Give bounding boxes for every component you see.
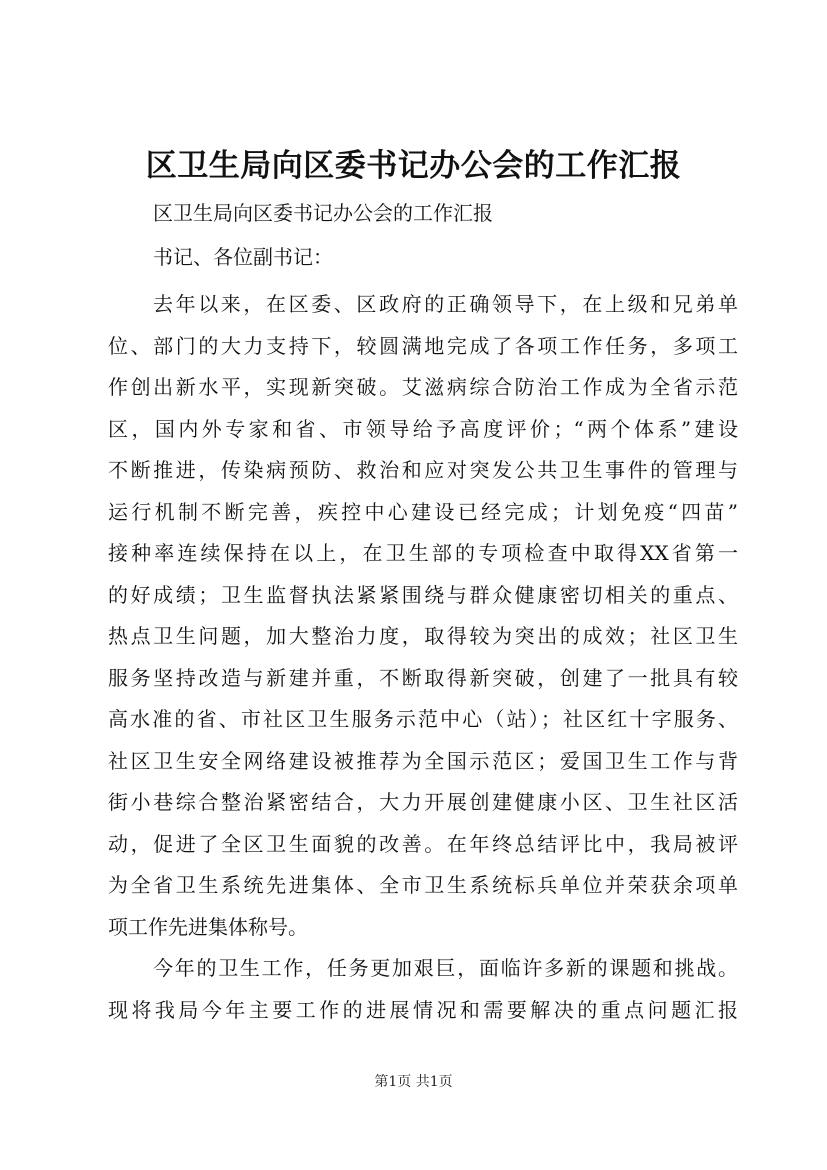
paragraph-line: 热点卫生问题，加大整治力度，取得较为突出的成效；社区卫生 <box>108 624 738 648</box>
document-title: 区卫生局向区委书记办公会的工作汇报 <box>145 148 682 184</box>
paragraph-line: 区，国内外专家和省、市领导给予高度评价；“两个体系”建设 <box>108 416 738 441</box>
salutation: 书记、各位副书记： <box>153 245 333 269</box>
paragraph-line: 接种率连续保持在以上，在卫生部的专项检查中取得XX省第一 <box>108 541 738 565</box>
paragraph-line: 街小巷综合整治紧密结合，大力开展创建健康小区、卫生社区活 <box>108 790 738 814</box>
paragraph-line: 今年的卫生工作，任务更加艰巨，面临许多新的课题和挑战。 <box>153 956 738 980</box>
paragraph-2 <box>108 948 738 1031</box>
paragraph-line: 社区卫生安全网络建设被推荐为全国示范区；爱国卫生工作与背 <box>108 748 738 773</box>
paragraph-line: 运行机制不断完善，疾控中心建设已经完成；计划免疫“四苗” <box>108 499 738 524</box>
paragraph-line: 高水准的省、市社区卫生服务示范中心（站）；社区红十字服务、 <box>108 707 738 731</box>
paragraph-line: 作创出新水平，实现新突破。艾滋病综合防治工作成为全省示范 <box>108 375 738 399</box>
page-number-footer: 第1页 共1页 <box>374 1074 453 1090</box>
paragraph-line: 的好成绩；卫生监督执法紧紧围绕与群众健康密切相关的重点、 <box>108 582 738 607</box>
paragraph-line: 位、部门的大力支持下，较圆满地完成了各项工作任务，多项工 <box>108 333 738 358</box>
paragraph-line: 动，促进了全区卫生面貌的改善。在年终总结评比中，我局被评 <box>108 831 738 856</box>
paragraph-line: 服务坚持改造与新建并重，不断取得新突破，创建了一批具有较 <box>108 665 738 690</box>
paragraph-line: 不断推进，传染病预防、救治和应对突发公共卫生事件的管理与 <box>108 458 738 482</box>
document-subtitle: 区卫生局向区委书记办公会的工作汇报 <box>153 201 493 225</box>
paragraph-1 <box>108 284 738 948</box>
paragraph-line: 去年以来，在区委、区政府的正确领导下，在上级和兄弟单 <box>153 292 738 316</box>
paragraph-line: 现将我局今年主要工作的进展情况和需要解决的重点问题汇报 <box>108 997 738 1022</box>
paragraph-line: 项工作先进集体称号。 <box>108 914 308 939</box>
paragraph-line: 为全省卫生系统先进集体、全市卫生系统标兵单位并荣获余项单 <box>108 873 738 897</box>
